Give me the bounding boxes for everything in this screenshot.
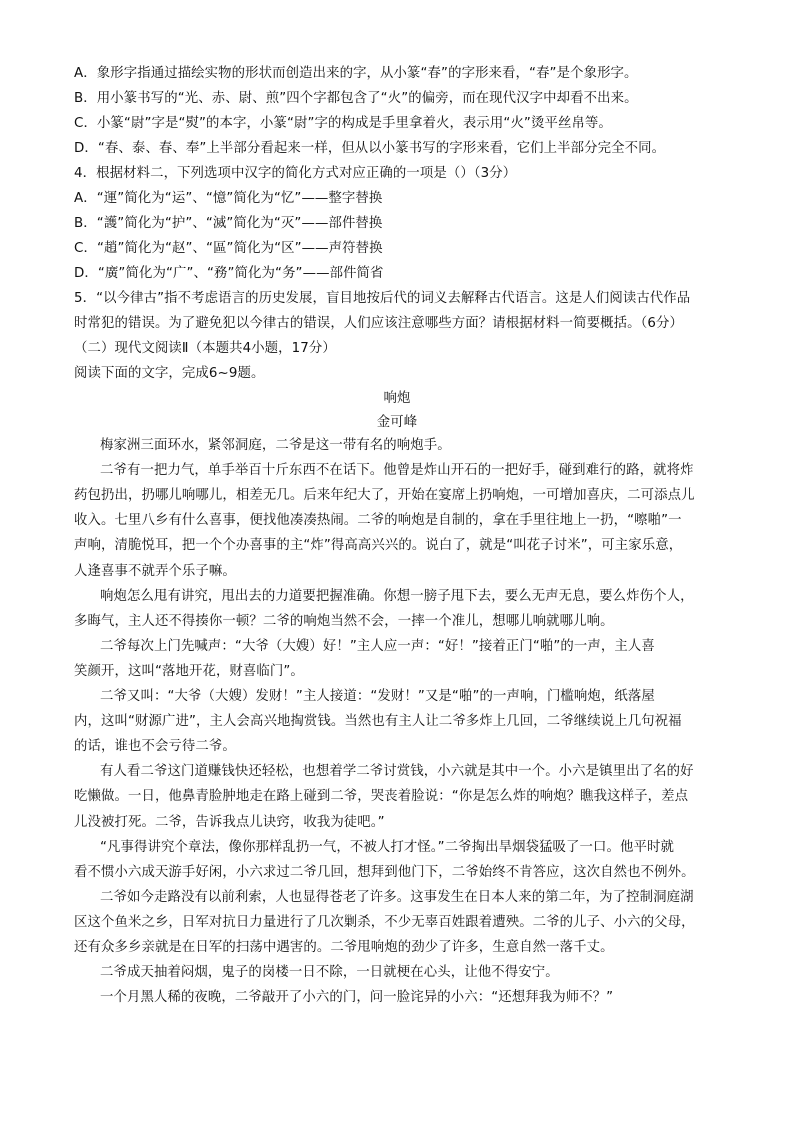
q3-option-c: C．小篆“尉”字是“熨”的本字，小篆“尉”字的构成是手里拿着火，表示用“火”烫平丝帛等。 xyxy=(74,116,612,131)
story-line: 一个月黑人稀的夜晚，二爷敲开了小六的门，问一脸诧异的小六：“还想拜我为师不？” xyxy=(100,990,614,1005)
story-line: 吃懒做。一日，他鼻青脸肿地走在路上碰到二爷，哭丧着脸说：“你是怎么炸的响炮？瞧我这样子，差点 xyxy=(74,789,689,804)
story-title: 响炮 xyxy=(383,391,411,406)
q3-option-d: D．“春、泰、春、奉”上半部分看起来一样，但从以小篆书写的字形来看，它们上半部分完全不同。 xyxy=(74,141,666,156)
q3-option-b: B．用小篆书写的“光、赤、尉、煎”四个字都包含了“火”的偏旁，而在现代汉字中却看不出来。 xyxy=(74,91,638,106)
q4-option-c: C．“趙”简化为“赵”、“區”简化为“区”——声符替换 xyxy=(74,241,383,256)
story-line: 梅家洲三面环水，紧邻洞庭，二爷是这一带有名的响炮手。 xyxy=(100,438,451,453)
story-author: 金可峰 xyxy=(376,415,418,430)
story-line: 有人看二爷这门道赚钱快还轻松，也想着学二爷讨赏钱，小六就是其中一个。小六是镇里出了名的好 xyxy=(100,764,694,779)
story-line: “凡事得讲究个章法，像你那样乱扔一气，不被人打才怪。”二爷掏出旱烟袋猛吸了一口。他平时就 xyxy=(100,840,674,855)
section-instruction: 阅读下面的文字，完成6~9题。 xyxy=(74,366,265,381)
story-line: 二爷每次上门先喊声：“大爷（大嫂）好！”主人应一声：“好！”接着正门“啪”的一声，主人喜 xyxy=(100,639,655,654)
story-line: 多晦气，主人还不得揍你一顿？二爷的响炮当然不会，一摔一个准儿，想哪儿响就哪儿响。 xyxy=(74,614,614,629)
q5-stem-line2: 时常犯的错误。为了避免犯以今律古的错误，人们应该注意哪些方面？请根据材料一简要概括。（6分） xyxy=(74,316,683,331)
q4-option-a: A．“運”简化为“运”、“憶”简化为“忆”——整字替换 xyxy=(74,191,383,206)
story-line: 声响，清脆悦耳，把一个个办喜事的主“炸”得高高兴兴的。说白了，就是“叫花子讨米”，可主家乐意， xyxy=(74,538,683,553)
q5-stem-line1: 5．“以今律古”指不考虑语言的历史发展，盲目地按后代的词义去解释古代语言。这是人们阅读古代作品 xyxy=(74,291,691,306)
q3-option-a: A．象形字指通过描绘实物的形状而创造出来的字，从小篆“春”的字形来看，“春”是个象形字。 xyxy=(74,66,638,81)
q4-option-b: B．“護”简化为“护”、“滅”简化为“灭”——部件替换 xyxy=(74,216,383,231)
story-line: 二爷如今走路没有以前利索，人也显得苍老了许多。这事发生在日本人来的第二年，为了控制洞庭湖 xyxy=(100,890,694,905)
story-line: 还有众多乡亲就是在日军的扫荡中遇害的。二爷甩响炮的劲少了许多，生意自然一落千丈。 xyxy=(74,940,614,955)
story-line: 二爷有一把力气，单手举百十斤东西不在话下。他曾是炸山开石的一把好手，碰到难行的路，就将炸 xyxy=(100,463,694,478)
story-line: 笑颜开，这叫“落地开花，财喜临门”。 xyxy=(74,664,304,679)
q4-option-d: D．“廣”简化为“广”、“務”简化为“务”——部件简省 xyxy=(74,266,384,281)
story-line: 收入。七里八乡有什么喜事，便找他凑凑热闹。二爷的响炮是自制的，拿在手里往地上一扔，“嚓啪”一 xyxy=(74,513,682,528)
story-line: 儿没被打死。二爷，告诉我点儿诀窍，收我为徒吧。” xyxy=(74,815,385,830)
q4-stem: 4．根据材料二，下列选项中汉字的简化方式对应正确的一项是（）（3分） xyxy=(74,166,517,181)
story-line: 二爷成天抽着闷烟，鬼子的岗楼一日不除，一日就梗在心头，让他不得安宁。 xyxy=(100,965,559,980)
story-line: 内，这叫“财源广进”，主人会高兴地掏赏钱。当然也有主人让二爷多炸上几回，二爷继续说上几句祝福 xyxy=(74,714,682,729)
story-line: 响炮怎么甩有讲究，甩出去的力道要把握准确。你想一膀子甩下去，要么无声无息，要么炸伤个人， xyxy=(100,589,694,604)
story-line: 人逢喜事不就弄个乐子嘛。 xyxy=(74,564,236,579)
story-line: 药包扔出，扔哪儿响哪儿，相差无几。后来年纪大了，开始在宴席上扔响炮，一可增加喜庆，二可添点儿 xyxy=(74,488,695,503)
story-line: 区这个鱼米之乡，日军对抗日力量进行了几次剿杀，不少无辜百姓跟着遭殃。二爷的儿子、小六的父母， xyxy=(74,915,695,930)
section-heading: （二）现代文阅读Ⅱ（本题共4小题，17分） xyxy=(74,341,336,356)
story-line: 的话，谁也不会亏待二爷。 xyxy=(74,739,236,754)
story-line: 看不惯小六成天游手好闲，小六求过二爷几回，想拜到他门下，二爷始终不肯答应，这次自然也不例外。 xyxy=(74,865,695,880)
story-line: 二爷又叫：“大爷（大嫂）发财！”主人接道：“发财！”又是“啪”的一声响，门槛响炮，纸落屋 xyxy=(100,689,655,704)
